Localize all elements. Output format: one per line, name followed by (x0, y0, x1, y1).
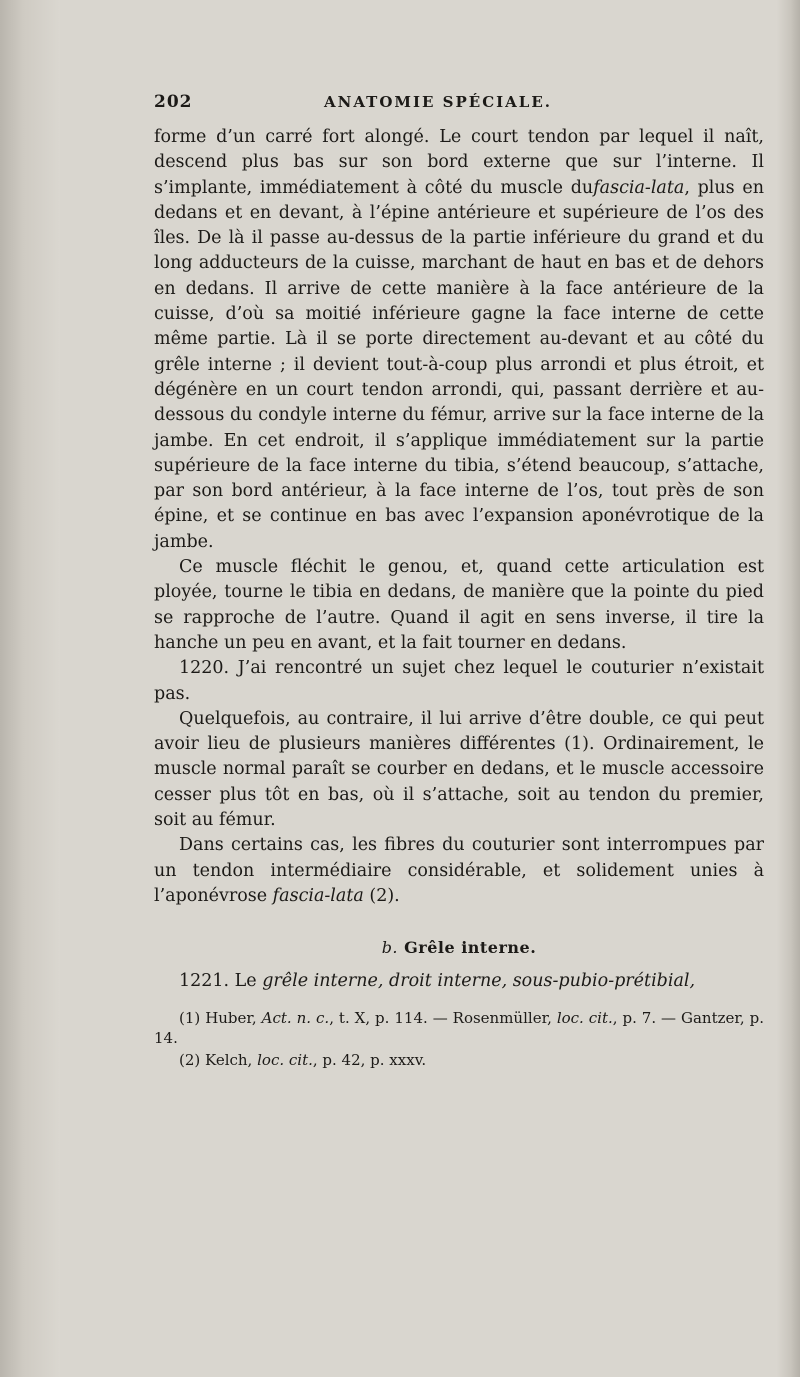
paragraph-1-text: forme d’un carré fort alongé. Le court tendon par lequel il naît, descend plus bas sur son bord externe que sur l’interne. Il s’implante, immédiatement à côté du muscle du (154, 127, 764, 198)
section-subheading (154, 935, 764, 960)
book-page (84, 0, 774, 1377)
paragraph-6-number: 1221. Le (179, 970, 257, 991)
page-number: 202 (154, 92, 193, 112)
body-text (154, 125, 764, 1072)
footnote-1-italic-2: loc. cit. (556, 1008, 613, 1027)
running-head (154, 92, 754, 114)
paragraph-2: Ce muscle fléchit le genou, et, quand cette articulation est ployée, tourne le tibia en dedans, de manière que la pointe du pied se rapproche de l’autre. Quand il agit en sens inverse, il tire la hanche un peu en avant, et la fait tourner en dedans. (154, 557, 764, 653)
page-edge (776, 0, 800, 1377)
paragraph-6 (154, 969, 764, 994)
subheading-text: Grêle interne. (404, 938, 537, 958)
subheading-letter: b. (381, 938, 399, 958)
paragraph-5-text: Dans certains cas, les fibres du couturier sont interrompues par un tendon intermédiaire considérable, et solidement unies à l’aponévrose (154, 835, 764, 906)
italic-term: fascia-lata (272, 885, 364, 906)
footnotes (154, 1008, 764, 1070)
footnote-1-italic: Act. n. c. (261, 1008, 330, 1027)
paragraph-1 (154, 125, 764, 555)
paragraph-3: 1220. J’ai rencontré un sujet chez lequel le couturier n’existait pas. (154, 658, 764, 704)
footnote-2-text-b: , p. 42, p. xxxv. (312, 1050, 427, 1069)
footnote-1 (154, 1008, 764, 1048)
paragraph-5-tail: (2). (363, 885, 400, 906)
paragraph-5 (154, 833, 764, 909)
running-title: ANATOMIE SPÉCIALE. (324, 93, 553, 111)
footnote-2-italic: loc. cit. (257, 1050, 313, 1069)
footnote-2-text: (2) Kelch, (179, 1050, 253, 1069)
book-gutter (0, 0, 60, 1377)
footnote-1-text: (1) Huber, (179, 1008, 257, 1027)
italic-term: fascia-lata (593, 177, 685, 198)
paragraph-1-tail: , plus en dedans et en devant, à l’épine antérieure et supérieure de l’os des îles. De là il passe au-dessus de la partie inférieure du grand et du long adducteurs de la cuisse, marchant de haut en bas et de dehors en dedans. Il arrive de cette manière à la face antérieure de la cuisse, d’où sa moitié inférieure gagne la face interne de cette même partie. Là il se porte directement au-devant et au côté du grêle interne ; il devient tout-à-coup plus arrondi et plus étroit, et dégénère en un court tendon arrondi, qui, passant derrière et au-dessous du condyle interne du fémur, arrive sur la face interne de la jambe. En cet endroit, il s’applique immédiatement sur la partie supérieure de la face interne du tibia, s’étend beaucoup, s’attache, par son bord antérieur, à la face interne de l’os, tout près de son épine, et se continue en bas avec l’expansion aponévrotique de la jambe. (154, 177, 764, 552)
paragraph-4: Quelquefois, au contraire, il lui arrive d’être double, ce qui peut avoir lieu de plusieurs manières différentes (1). Ordinairement, le muscle normal paraît se courber en dedans, et le muscle accessoire cesser plus tôt en bas, où il s’attache, soit au tendon du premier, soit au fémur. (154, 708, 764, 831)
italic-term: grêle interne, droit interne, sous-pubio-prétibial, (262, 970, 696, 991)
footnote-2 (154, 1050, 764, 1070)
footnote-1-text-c: , p. 7. — Gantzer, p. 14. (154, 1008, 764, 1047)
footnote-1-text-b: , t. X, p. 114. — Rosenmüller, (329, 1008, 552, 1027)
